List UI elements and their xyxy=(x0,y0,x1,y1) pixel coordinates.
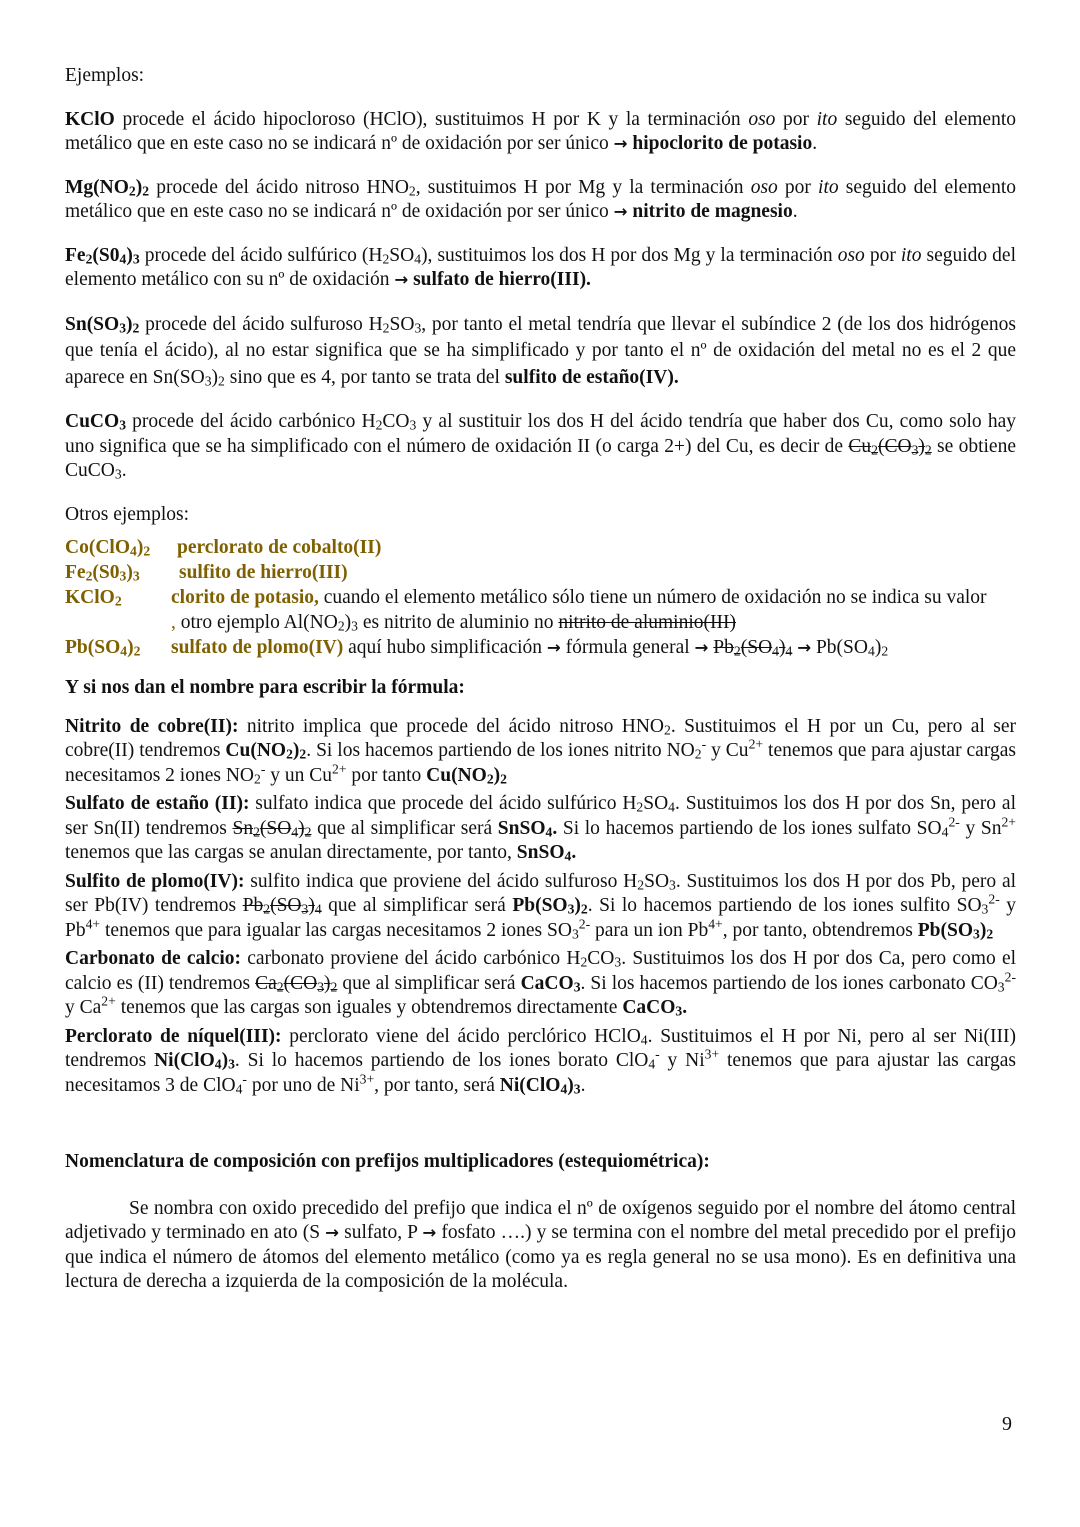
other-example: $Pb(SO_4)_2$ sulfato de plomo(IV) aquí hubo simplificación → fórmula general → $Pb_2(SO_4)_4 \to Pb(SO_4)_2$ xyxy=(65,637,889,659)
other-example xyxy=(65,535,1016,560)
formula: SnSO$_4$. xyxy=(516,842,577,864)
exercise-title: Carbonato de calcio: xyxy=(65,948,242,969)
struck-formula: $Sn_2(SO_4)_2$ xyxy=(232,817,312,840)
section-heading-name-to-formula: Y si nos dan el nombre para escribir la fórmula: xyxy=(65,677,465,698)
struck-formula: $Pb_2(SO_4)_4$ xyxy=(713,637,793,659)
arrow-icon: → xyxy=(546,638,561,657)
other-examples-list xyxy=(65,535,1016,660)
formula: $Fe_2(S0_4)_3$ xyxy=(65,244,140,267)
formula: $Mg(NO_2)_2$ xyxy=(65,176,150,199)
section-heading-stoichiometric: Nomenclatura de composición con prefijos multiplicadores (estequiométrica): xyxy=(65,1151,710,1172)
arrow-icon: → xyxy=(613,134,628,153)
compound-name: sulfato de plomo(IV) xyxy=(171,637,344,658)
other-example: KClO$_2$ clorito de potasio, cuando el elemento metálico sólo tiene un número de oxidación no se indica su valor , otro ejemplo $Al(NO_2)_3$ es nitrito de aluminio no nitrito de aluminio(III) xyxy=(65,587,987,634)
formula: KClO$_2$ xyxy=(65,587,122,609)
struck-formula: $Ca_2(CO_3)_2$ xyxy=(255,972,338,995)
formula: $Pb(SO_3)_2$ xyxy=(917,919,994,942)
exercise-title: Sulfato de estaño (II): xyxy=(65,793,250,814)
formula: SnSO$_4$. xyxy=(497,817,558,840)
exercise-nitrito-cobre: Nitrito de cobre(II): nitrito implica que procede del ácido nitroso $HNO_2$. Sustituimos el H por un Cu, pero al ser cobre(II) tendremos $Cu(NO_2)_2$. Si los hacemos partiendo de los iones nitrito $NO_2^-$ y $Cu^{2+}$ tenemos que para ajustar cargas necesitamos 2 iones $NO_2^-$ y un $Cu^{2+}$ por tanto $Cu(NO_2)_2$ xyxy=(65,715,1016,787)
formula: CaCO$_3$ xyxy=(520,972,581,995)
compound-name: sulfito de hierro(III) xyxy=(179,562,348,583)
formula: CaCO$_3$. xyxy=(622,997,688,1019)
result-name: sulfito de estaño(IV). xyxy=(504,366,679,388)
struck-name: nitrito de aluminio(III) xyxy=(558,612,736,633)
compound-name: clorito de potasio, xyxy=(171,587,319,608)
formula: $Ni(ClO_4)_3$ xyxy=(499,1074,581,1097)
arrow-icon: → xyxy=(694,638,709,657)
arrow-icon: → xyxy=(394,270,409,289)
result-name: hipoclorito de potasio xyxy=(632,133,813,154)
formula: KClO xyxy=(65,108,115,130)
result-name: sulfato de hierro(III). xyxy=(413,269,591,290)
example-kclo: KClO procede el ácido hipocloroso (HClO), sustituimos H por K y la terminación oso por ito seguido del elemento metálico que en este caso no se indicará nº de oxidación por ser único → hipoclorito de potasio. xyxy=(65,108,1017,154)
page-number: 9 xyxy=(1002,1413,1012,1435)
document-page xyxy=(65,64,1016,1295)
exercise-title: Perclorato de níquel(III): xyxy=(65,1025,282,1047)
formula: $Cu(NO_2)_2$ xyxy=(225,740,307,762)
formula: $Ni(ClO_4)_3$ xyxy=(154,1050,235,1072)
struck-formula: $Cu_2(CO_3)_2$ xyxy=(848,435,932,458)
example-fe2so43: $Fe_2(S0_4)_3$ procede del ácido sulfúrico $(H_2SO_4)$, sustituimos los dos H por dos Mg y la terminación oso por ito seguido del elemento metálico con su nº de oxidación → sulfato de hierro(III). xyxy=(65,244,1017,290)
other-example xyxy=(65,560,1016,585)
examples-heading: Ejemplos: xyxy=(65,65,145,86)
exercise-title: Nitrito de cobre(II): xyxy=(65,715,239,737)
formula: $Sn(SO_3)_2$ xyxy=(65,313,140,336)
arrow-icon: → xyxy=(613,202,628,221)
formula: $Pb(SO_4)_2$ xyxy=(65,637,141,659)
exercise-perclorato-niquel: Perclorato de níquel(III): perclorato viene del ácido perclórico HClO$_4$. Sustituimos el H por Ni, pero al ser Ni(III) tendremos $Ni(ClO_4)_3$. Si lo hacemos partiendo de los iones borato ClO$_4$- y $Ni^{3+}$ tenemos que para ajustar las cargas necesitamos 3 de ClO$_4$- por uno de $Ni^{3+}$, por tanto, será $Ni(ClO_4)_3$. xyxy=(65,1025,1017,1097)
stoichiometric-paragraph: Se nombra con oxido precedido del prefijo que indica el nº de oxígenos seguido por el nombre del átomo central adjetivado y terminado en ato (S → sulfato, P → fosfato ….) y se termina con el nombre del metal precedido por el prefijo que indica el número de átomos del elemento metálico (como ya es regla general no se usa mono). Es en definitiva una lectura de derecha a izquierda de la composición de la molécula. xyxy=(65,1197,1017,1292)
arrow-icon: → xyxy=(797,638,812,657)
exercise-carbonato-calcio: Carbonato de calcio: carbonato proviene del ácido carbónico $H_2CO_3$. Sustituimos los dos H por dos Ca, pero como el calcio es (II) tendremos $Ca_2(CO_3)_2$ que al simplificar será CaCO$_3$. Si los hacemos partiendo de los iones carbonato $CO_3^{2-}$ y $Ca^{2+}$ tenemos que las cargas son iguales y obtendremos directamente CaCO$_3$. xyxy=(65,948,1017,1019)
arrow-icon: → xyxy=(422,1223,437,1242)
formula: $Cu(NO_2)_2$ xyxy=(426,764,507,787)
result-name: nitrito de magnesio xyxy=(632,201,793,222)
exercise-sulfato-estano: Sulfato de estaño (II): sulfato indica que procede del ácido sulfúrico $H_2SO_4$. Sustituimos los dos H por dos Sn, pero al ser Sn(II) tendremos $Sn_2(SO_4)_2$ que al simplificar será SnSO$_4$. Si lo hacemos partiendo de los iones sulfato $SO_4^{2-}$ y $Sn^{2+}$ tenemos que las cargas se anulan directamente, por tanto, SnSO$_4$. xyxy=(65,793,1016,864)
formula: $Co(ClO_4)_2$ xyxy=(65,537,151,559)
arrow-icon: → xyxy=(325,1223,340,1242)
exercise-sulfito-plomo: Sulfito de plomo(IV): sulfito indica que proviene del ácido sulfuroso $H_2SO_3$. Sustituimos los dos H por dos Pb, pero al ser Pb(IV) tendremos $Pb_2(SO_3)_4$ que al simplificar será $Pb(SO_3)_2$. Si lo hacemos partiendo de los iones sulfito $SO_3^{2-}$ y $Pb^{4+}$ tenemos que para igualar las cargas necesitamos 2 iones $SO_3^{2-}$ para un ion $Pb^{4+}$, por tanto, obtendremos $Pb(SO_3)_2$ xyxy=(65,870,1017,942)
example-mgno2: $Mg(NO_2)_2$ procede del ácido nitroso $HNO_2$, sustituimos H por Mg y la terminación oso por ito seguido del elemento metálico que en este caso no se indicará nº de oxidación por ser único → nitrito de magnesio. xyxy=(65,176,1016,222)
formula: $Fe_2(S0_3)_3$ xyxy=(65,562,140,584)
others-heading: Otros ejemplos: xyxy=(65,503,190,525)
formula: CuCO$_3$ xyxy=(65,411,127,433)
exercise-title: Sulfito de plomo(IV): xyxy=(65,870,245,892)
example-snso32: $Sn(SO_3)_2$ procede del ácido sulfuroso $H_2SO_3$, por tanto el metal tendría que llevar el subíndice 2 (de los dos hidrógenos que tenía el ácido), al no estar significa que se ha simplificado y por tanto el nº de oxidación del metal no es el 2 que aparece en $Sn(SO_3)_2$ sino que es 4, por tanto se trata del sulfito de estaño(IV). xyxy=(65,313,1016,389)
formula: $Pb(SO_3)_2$ xyxy=(512,895,588,917)
compound-name: perclorato de cobalto(II) xyxy=(177,537,382,558)
example-cuco3: CuCO$_3$ procede del ácido carbónico $H_2CO_3$ y al sustituir los dos H del ácido tendría que haber dos Cu, como solo hay uno significa que se ha simplificado con el número de oxidación II (o carga 2+) del Cu, es decir de $Cu_2(CO_3)_2$ se obtiene CuCO$_3$. xyxy=(65,411,1017,482)
struck-formula: $Pb_2(SO_3)_4$ xyxy=(242,895,322,917)
